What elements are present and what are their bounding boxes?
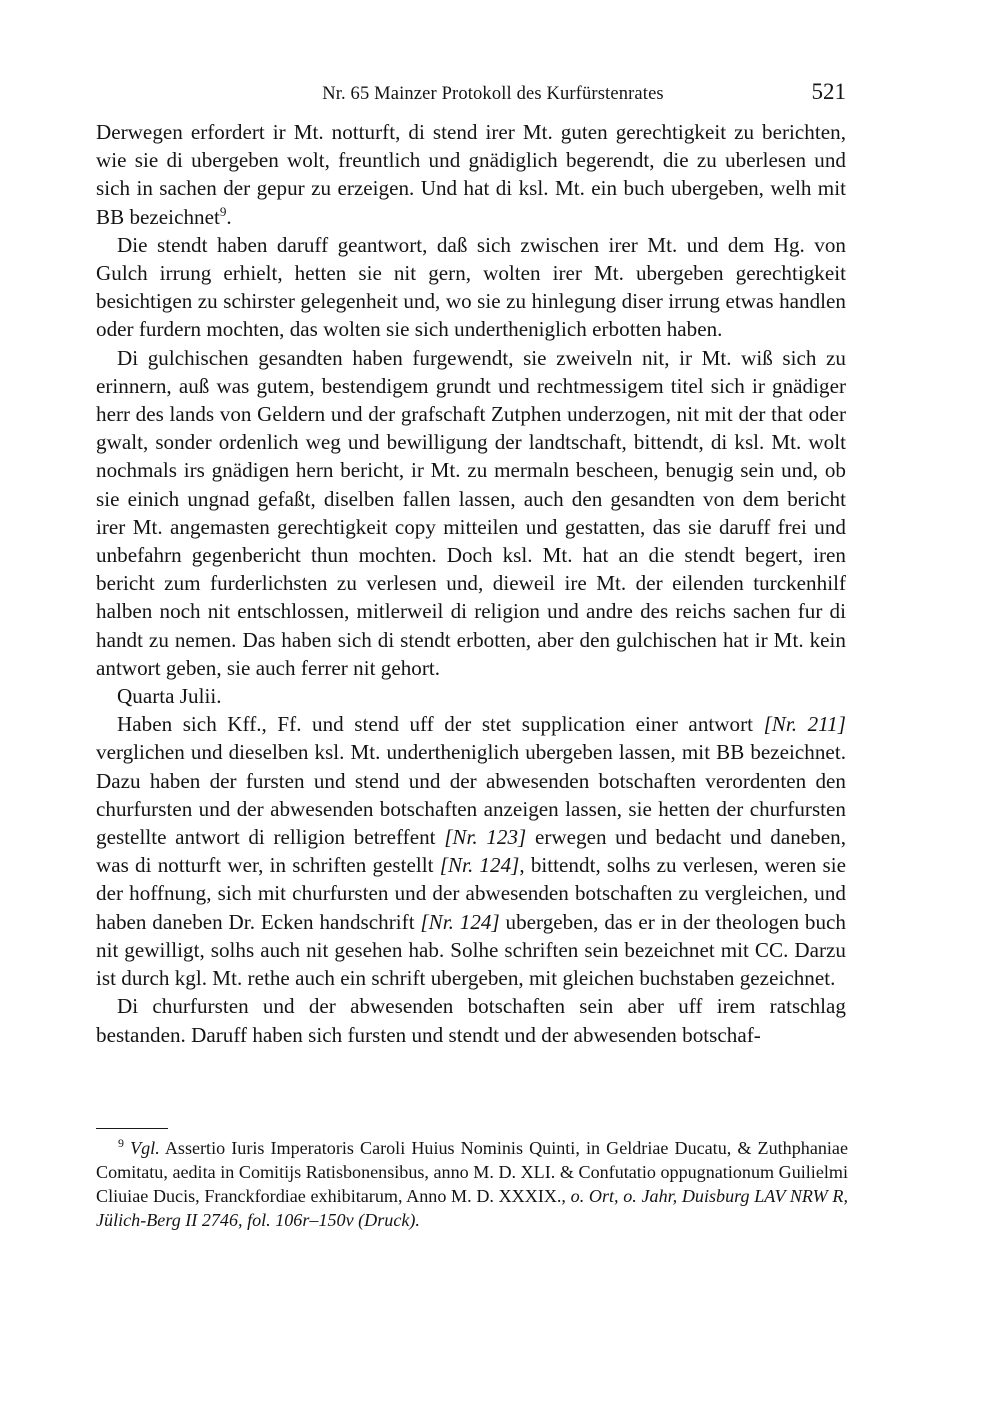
document-reference-nr-211[interactable]: [Nr. 211] — [763, 712, 846, 737]
paragraph-1 — [96, 118, 846, 231]
paragraph-3 — [96, 344, 846, 682]
paragraph-5-seg-6: , bittendt, solhs zu verlesen, weren sie der hoffnung, sich mit churfursten und der abwesenden botschaften zu vergleichen, und haben daneben Dr. Ecken handschrift — [96, 853, 846, 934]
page-number: 521 — [811, 79, 846, 104]
footnote-reference-9[interactable]: 9 — [219, 203, 227, 219]
footnote-area — [96, 1128, 848, 1232]
paragraph-1-tail: . — [226, 204, 232, 229]
footnote-marker-9: 9 — [118, 1135, 124, 1150]
paragraph-1-text: Derwegen erfordert ir Mt. notturft, di stend irer Mt. guten gerechtigkeit zu berichten, wie sie di ubergeben wolt, freuntlich und gnädiglich begerendt, die zu uberlesen und sich in sachen der gepur zu erzeigen. Und hat di ksl. Mt. ein buch ubergeben, welh mit BB bezeichnet — [96, 120, 846, 229]
paragraph-5-seg-8: ubergeben, das er in der theologen buch nit gewilligt, solhs auch nit gesehen hab. Solhe schriften sein bezeichnet mit CC. Darzu ist durch kgl. Mt. rethe auch ein schrift ubergeben, mit gleichen buchstaben gezeichnet. — [96, 909, 846, 991]
paragraph-4-date-heading — [96, 682, 846, 710]
paragraph-5-seg-2: verglichen und dieselben ksl. Mt. undertheniglich ubergeben lassen, mit BB bezeichnet. Dazu haben der fursten und stend und der abwesenden botschaften verordenten den churfursten und der abwesenden botschaften anzeigen lassen, sie hetten der churfursten gestellte antwort di relligion betreffent — [96, 740, 846, 850]
running-head — [96, 80, 846, 106]
paragraph-5 — [96, 710, 846, 992]
running-head-title: Nr. 65 Mainzer Protokoll des Kurfürstenrates — [322, 84, 664, 104]
footnote-seg-1: Assertio Iuris Imperatoris Caroli Huius Nominis Quinti, in Geldriae Ducatu, & Zuthphaniae Comitatu, aedita in Comitijs Ratisbonensibus, anno M. D. XLI. & Confutatio oppugnationum Guilielmi Cliuiae Ducis, Franckfordiae exhibitarum, Anno M. D. XXXIX., — [96, 1138, 848, 1206]
paragraph-6-text: Di churfursten und der abwesenden botschaften sein aber uff irem ratschlag bestanden. Daruff haben sich fursten und stendt und der abwesenden botschaf- — [96, 994, 846, 1047]
document-reference-nr-124-a[interactable]: [Nr. 124] — [439, 853, 520, 878]
paragraph-5-seg-0: Haben sich Kff., Ff. und stend uff der stet supplication einer antwort — [117, 712, 764, 737]
paragraph-2 — [96, 231, 846, 344]
footnote-seg-2: o. Ort, o. Jahr, Duisburg LAV NRW R, Jülich-Berg II 2746, fol. 106r–150v (Druck). — [96, 1186, 848, 1230]
footnote-separator-rule — [96, 1128, 168, 1129]
document-reference-nr-123[interactable]: [Nr. 123] — [444, 825, 527, 850]
footnote-seg-0: Vgl. — [130, 1138, 160, 1158]
document-reference-nr-124-b[interactable]: [Nr. 124] — [420, 909, 500, 934]
paragraph-3-text: Di gulchischen gesandten haben furgewendt, sie zweiveln nit, ir Mt. wiß sich zu erinnern, auß was gutem, bestendigem grundt und rechtmessigem titel sich ir gnädiger herr des lands von Geldern und der grafschaft Zutphen underzogen, nit mit der that oder gwalt, sonder ordenlich weg und bewilligung der landtschaft, bittendt, di ksl. Mt. wolt nochmals irs gnädigen hern bericht, ir Mt. zu mermaln bescheen, benugig sein und, ob sie einich ungnad gefaßt, diselben fallen lassen, auch den gesandten von dem bericht irer Mt. angemasten gerechtigkeit copy mitteilen und gestatten, das sie daruff frei und unbefahrn gegenbericht thun mochten. Doch ksl. Mt. hat an die stendt begert, iren bericht zum furderlichsten zu verlesen und, dieweil ire Mt. der eilenden turckenhilf halben noch nit entschlossen, mitlerweil di religion und andre des reichs sachen fur di handt zu nemen. Das haben sich di stendt erbotten, aber den gulchischen hat ir Mt. kein antwort geben, sie auch ferrer nit gehort. — [96, 345, 846, 680]
paragraph-5-seg-4: erwegen und bedacht und daneben, was di notturft wer, in schriften gestellt — [96, 825, 846, 878]
date-heading-text: Quarta Julii. — [117, 684, 222, 709]
body-text — [96, 118, 846, 1049]
paragraph-6 — [96, 992, 846, 1048]
footnote-9 — [96, 1136, 848, 1232]
paragraph-2-text: Die stendt haben daruff geantwort, daß sich zwischen irer Mt. und dem Hg. von Gulch irrung erhielt, hetten sie nit gern, wolten irer Mt. ubergeben gerechtigkeit besichtigen zu schirster gelegenheit und, wo sie zu hinlegung diser irrung etwas handlen oder furdern mochten, das wolten sie sich undertheniglich erbotten haben. — [96, 232, 846, 342]
